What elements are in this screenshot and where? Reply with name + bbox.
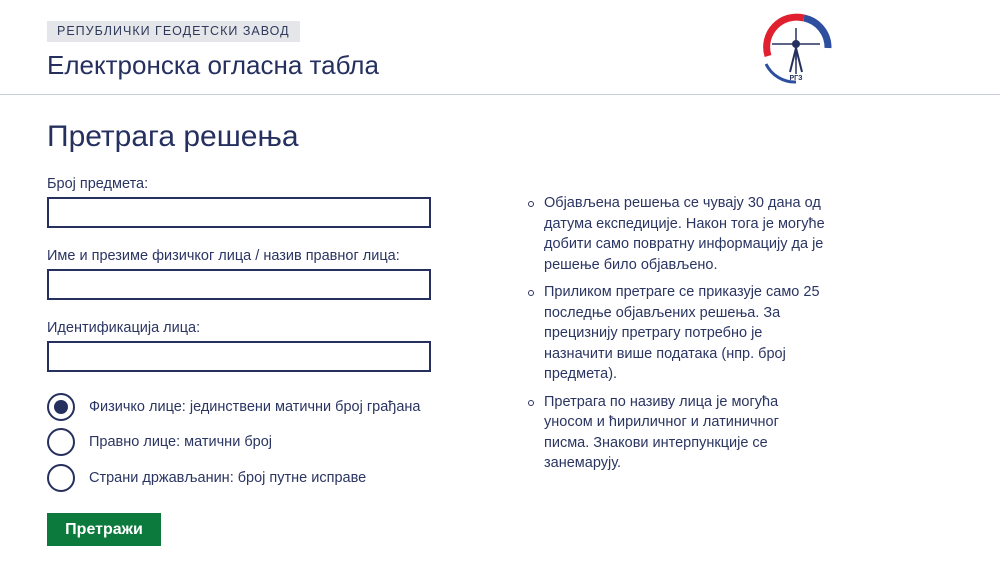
info-list-item [528, 193, 828, 275]
identification-input[interactable] [47, 341, 431, 372]
info-list-item [528, 282, 828, 385]
radio-button[interactable] [47, 464, 75, 492]
person-name-label: Име и презиме физичког лица / назив правног лица: [47, 248, 400, 264]
org-name-badge: РЕПУБЛИЧКИ ГЕОДЕТСКИ ЗАВОД [47, 21, 300, 42]
search-button[interactable]: Претражи [47, 513, 161, 546]
radio-button-checked[interactable] [47, 393, 75, 421]
bullet-icon [528, 400, 534, 406]
site-title: Електронска огласна табла [47, 50, 379, 80]
page-header [0, 0, 1000, 95]
identification-label: Идентификација лица: [47, 320, 201, 336]
person-name-input[interactable] [47, 269, 431, 300]
radio-foreign-citizen-label: Страни држављанин: број путне исправе [89, 470, 367, 486]
radio-button[interactable] [47, 428, 75, 456]
radio-natural-person[interactable] [47, 392, 420, 422]
page-title: Претрага решења [47, 120, 299, 153]
info-text: Претрага по називу лица је могућа уносом и ћириличног и латиничног писма. Знакови интерпункције се занемарују. [544, 393, 779, 471]
svg-text:РГЗ: РГЗ [789, 75, 803, 82]
case-number-input[interactable] [47, 197, 431, 228]
bullet-icon [528, 201, 534, 207]
info-list-item [528, 392, 828, 474]
rgz-logo[interactable] [758, 10, 834, 86]
radio-foreign-citizen[interactable] [47, 463, 366, 493]
case-number-label: Број предмета: [47, 176, 149, 192]
bullet-icon [528, 290, 534, 296]
info-text: Објављена решења се чувају 30 дана од датума експедиције. Након тога је могуће добити само повратну информацију да је решење било објављено. [544, 195, 825, 273]
radio-natural-person-label: Физичко лице: јединствени матични број грађана [89, 399, 421, 415]
info-list [528, 193, 828, 481]
radio-legal-entity-label: Правно лице: матични број [89, 434, 272, 450]
info-text: Приликом претраге се приказује само 25 последње објављених решења. За прецизнију претрагу потребно је назначити више података (нпр. број предмета). [544, 284, 820, 382]
radio-legal-entity[interactable] [47, 427, 272, 457]
